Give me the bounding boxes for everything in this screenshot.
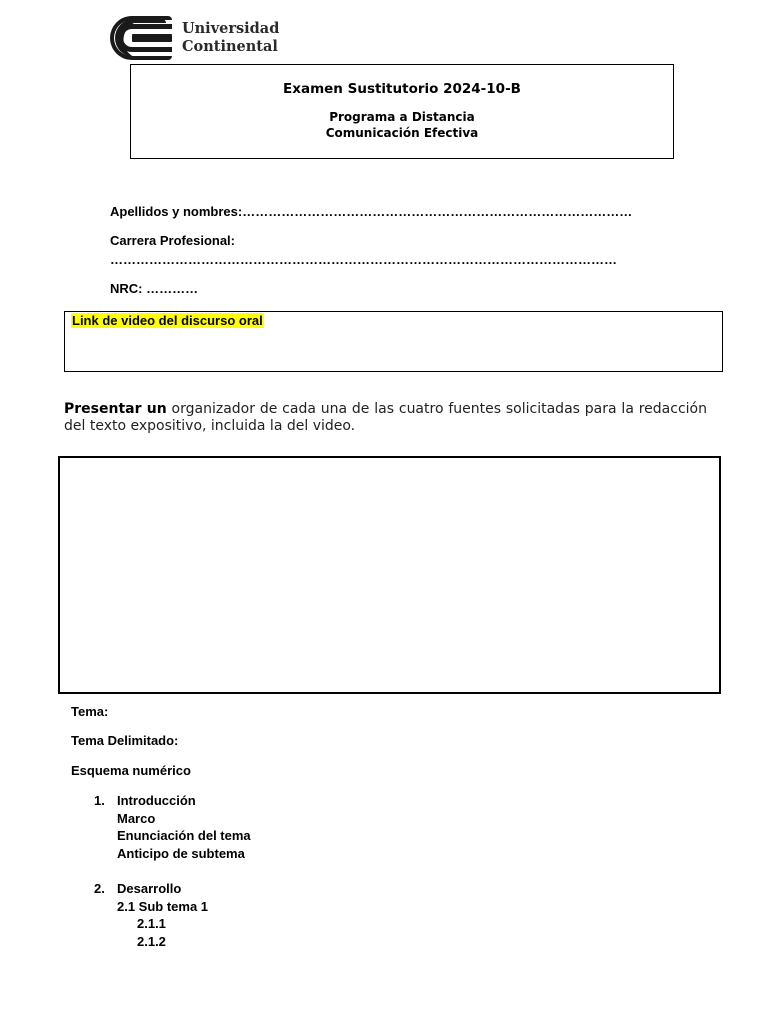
organizer-answer-box[interactable] <box>58 456 721 694</box>
outline-subitem: Marco <box>117 810 156 826</box>
outline-item-label: Introducción <box>117 793 196 808</box>
video-link-box[interactable] <box>64 311 723 372</box>
video-link-label: Link de video del discurso oral <box>72 313 263 328</box>
tema-delimitado-label: Tema Delimitado: <box>71 733 179 748</box>
outline-item-introduccion <box>117 792 251 862</box>
logo-line-1: Universidad <box>182 20 280 37</box>
instruction-text <box>64 401 707 435</box>
logo-text <box>182 20 279 56</box>
course-name: Comunicación Efectiva <box>325 126 479 140</box>
instruction-rest: organizador de cada una de las cuatro fuentes solicitadas para la redacción del texto expositivo, incluida la del video. <box>64 401 707 434</box>
nrc-field[interactable]: NRC: ………… <box>110 281 199 296</box>
instruction-bold: Presentar un <box>64 401 167 417</box>
exam-header-box <box>130 64 674 159</box>
logo-line-2: Continental <box>182 38 278 55</box>
outline-subsubitem: 2.1.2 <box>137 933 166 949</box>
esquema-label: Esquema numérico <box>71 763 191 778</box>
outline-number-2: 2. <box>94 881 105 896</box>
career-label: Carrera Profesional: <box>110 233 235 248</box>
names-field[interactable]: Apellidos y nombres:……………………………………………………………………………… <box>110 204 633 219</box>
exam-title: Examen Sustitutorio 2024-10-B <box>283 81 521 97</box>
university-logo-icon <box>108 16 172 60</box>
outline-subitem: Enunciación del tema <box>117 828 251 843</box>
outline-subsubitem: 2.1.1 <box>137 916 166 931</box>
tema-label: Tema: <box>71 704 109 719</box>
outline-item-label: Desarrollo <box>117 881 182 896</box>
career-field[interactable]: ……………………………………………………………………………………………………… <box>110 252 617 267</box>
outline-item-desarrollo <box>117 880 208 950</box>
program-name: Programa a Distancia <box>329 110 475 124</box>
outline-subitem: 2.1 Sub tema 1 <box>117 898 209 914</box>
outline-number-1: 1. <box>94 793 105 808</box>
outline-subitem: Anticipo de subtema <box>117 845 245 861</box>
